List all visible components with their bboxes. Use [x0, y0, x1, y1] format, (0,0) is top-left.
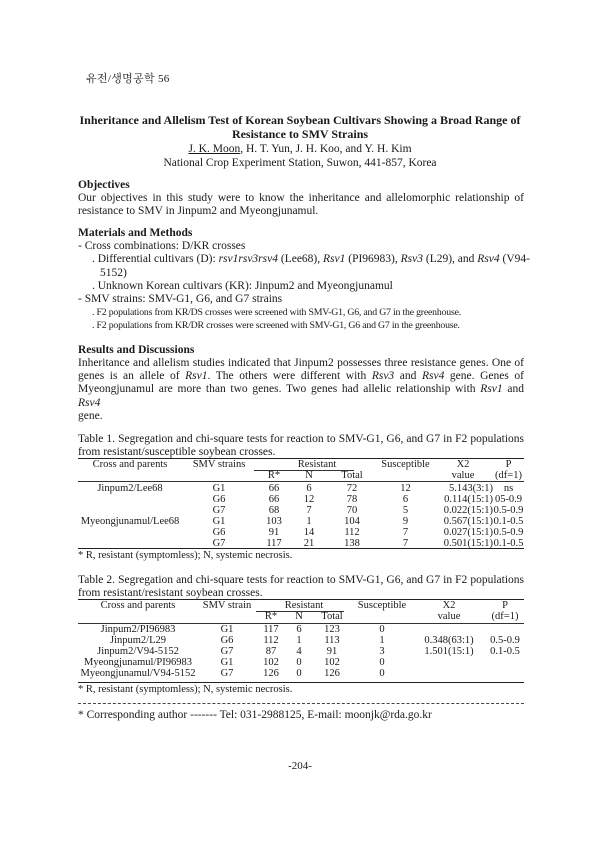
- t2-strain: G7: [220, 646, 234, 657]
- t2-strain: G1: [220, 624, 234, 635]
- t2-p: [486, 624, 524, 635]
- t1-strain: G1: [212, 516, 226, 527]
- diff-text-c: (PI96983),: [345, 253, 401, 266]
- t1-h-p: P: [505, 459, 512, 470]
- t1-h-total: Total: [341, 470, 363, 481]
- corresponding-author: * Corresponding author ------- Tel: 031-2988125, E-mail: moonjk@rda.go.kr: [78, 709, 432, 721]
- table2-caption-line-1: Table 2. Segregation and chi-square tests for reaction to SMV-G1, G6, and G7 in F2 populations: [78, 574, 524, 586]
- t2-n: 1: [296, 635, 302, 646]
- t1-cross: [78, 494, 182, 505]
- t2-sus: 0: [379, 657, 385, 668]
- table1-caption: [78, 433, 524, 459]
- t1-n: 14: [303, 527, 315, 538]
- t2-x2: 1.501(15:1): [424, 646, 474, 657]
- t2-h-value: value: [437, 611, 461, 622]
- t2-n: 4: [296, 646, 302, 657]
- r3a: Myeongjunamul are more than two genes. Two genes had allelic relationship with: [78, 383, 481, 396]
- gene-rsv3: Rsv3: [400, 253, 423, 266]
- results-heading: Results and Discussions: [78, 344, 195, 356]
- t1-cross: [78, 505, 182, 516]
- t2-r: 87: [265, 646, 277, 657]
- t2-p: [486, 657, 524, 668]
- t1-n: 21: [303, 538, 315, 549]
- t1-p: ns: [503, 483, 514, 494]
- table-row: [78, 494, 524, 505]
- t2-total: 126: [324, 668, 340, 679]
- t2-x2: 0.348(63:1): [424, 635, 474, 646]
- cross-combinations: - Cross combinations: D/KR crosses: [78, 240, 246, 253]
- t2-x2: [412, 668, 486, 679]
- r2-gene-3: Rsv4: [421, 370, 445, 383]
- t2-h-cross: Cross and parents: [100, 600, 176, 611]
- t2-cross: Jinpum2/L29: [109, 635, 166, 646]
- t2-h-total: Total: [321, 611, 343, 622]
- r3-gene-2: Rsv4: [78, 396, 101, 409]
- table2-footnote: * R, resistant (symptomless); N, systemic necrosis.: [78, 684, 293, 695]
- gene-rsv1: Rsv1: [323, 253, 346, 266]
- t1-h-susceptible: Susceptible: [381, 459, 430, 470]
- results-line-1: Inheritance and allelism studies indicated that Jinpum2 possesses three resistance genes. One of: [78, 357, 524, 369]
- results-section: [78, 344, 524, 357]
- table-row: [78, 657, 524, 668]
- table1-header-row-2: [78, 470, 524, 481]
- f2-ds-screening: . F2 populations from KR/DS crosses were screened with SMV-G1, G6, and G7 in the greenhouse.: [92, 307, 461, 319]
- table-row: [78, 668, 524, 679]
- running-header: 유전/생명공학 56: [86, 73, 170, 85]
- t2-r: 126: [263, 668, 279, 679]
- smv-strains: - SMV strains: SMV-G1, G6, and G7 strains: [78, 293, 283, 306]
- table1-caption-line-1: Table 1. Segregation and chi-square tests for reaction to SMV-G1, G6, and G7 in F2 populations: [78, 433, 524, 445]
- table-row: [78, 516, 524, 527]
- t2-cross: Jinpum2/V94-5152: [97, 646, 179, 657]
- t1-x2: 5.143(3:1): [448, 483, 493, 494]
- table2-header-row-1: [78, 600, 524, 611]
- objectives-line-1: Our objectives in this study were to know the inheritance and allelomorphic relationship of: [78, 192, 524, 204]
- t1-h-value: value: [451, 470, 475, 481]
- t2-p: [486, 668, 524, 679]
- objectives-section: [78, 179, 524, 192]
- t2-h-df: (df=1): [491, 611, 519, 622]
- t1-total: 78: [346, 494, 358, 505]
- table2-caption-line-2: from resistant/resistant soybean crosses.: [78, 587, 263, 599]
- t1-r: 66: [268, 494, 280, 505]
- table-row: [78, 527, 524, 538]
- r3-gene-1: Rsv1: [480, 383, 503, 396]
- r2d: gene. Genes of: [444, 370, 524, 383]
- t1-n: 12: [303, 494, 315, 505]
- table1-header-row-1: [78, 459, 524, 470]
- t2-strain: G6: [220, 635, 234, 646]
- table-row: [78, 635, 524, 646]
- t2-n: 0: [296, 668, 302, 679]
- t1-h-cross: Cross and parents: [92, 459, 168, 470]
- t2-r: 112: [263, 635, 279, 646]
- r3b: and: [502, 383, 524, 396]
- t1-r: 68: [268, 505, 280, 516]
- t1-h-x2: X2: [456, 459, 470, 470]
- table2-caption: [78, 574, 524, 600]
- t2-total: 113: [324, 635, 340, 646]
- t2-h-n: N: [295, 611, 303, 622]
- diff-text-d: (L29), and: [423, 253, 478, 266]
- t2-total: 123: [324, 624, 340, 635]
- diff-text-e: (V94-: [499, 253, 530, 266]
- affiliation: National Crop Experiment Station, Suwon, 441-857, Korea: [163, 157, 437, 169]
- t1-x2: 0.114(15:1): [444, 494, 493, 505]
- t2-total: 102: [324, 657, 340, 668]
- t1-x2: 0.027(15:1): [443, 527, 493, 538]
- t2-cross: Myeongjunamul/V94-5152: [80, 668, 196, 679]
- results-line-4: gene.: [78, 409, 103, 422]
- t2-h-x2: X2: [442, 600, 456, 611]
- t1-strain: G6: [212, 494, 226, 505]
- diff-text-a: . Differential cultivars (D):: [92, 253, 219, 266]
- results-line-2: [78, 370, 524, 383]
- t1-r: 117: [266, 538, 282, 549]
- page-number: -204-: [288, 760, 312, 772]
- t1-h-r: R*: [267, 470, 281, 481]
- t1-x2: 0.022(15:1): [443, 505, 493, 516]
- authors: [70, 142, 530, 156]
- t2-h-p: P: [502, 600, 508, 611]
- t2-x2: [412, 657, 486, 668]
- t2-h-strain: SMV strain: [202, 600, 252, 611]
- footnote-separator: [78, 703, 524, 704]
- t2-h-susceptible: Susceptible: [357, 600, 407, 611]
- t1-total: 72: [346, 483, 358, 494]
- t2-sus: 0: [379, 668, 385, 679]
- table2-header-row-2: [78, 611, 524, 622]
- table2-bottom-rule: [78, 682, 524, 683]
- co-authors: , H. T. Yun, J. H. Koo, and Y. H. Kim: [240, 143, 412, 155]
- t1-h-n: N: [305, 470, 313, 481]
- table-row: [78, 646, 524, 657]
- t2-sus: 0: [379, 624, 385, 635]
- t2-p: 0.1-0.5: [490, 646, 520, 657]
- t1-strain: G7: [212, 505, 226, 516]
- r2a: genes is an allele of: [78, 370, 186, 383]
- r2c: and: [394, 370, 422, 383]
- t2-sus: 1: [379, 635, 385, 646]
- t1-strain: G7: [212, 538, 226, 549]
- t1-h-resistant: Resistant: [297, 459, 337, 470]
- table1-footnote: * R, resistant (symptomless); N, systemic necrosis.: [78, 550, 293, 561]
- table1: [78, 459, 524, 549]
- t2-r: 102: [263, 657, 279, 668]
- t2-h-r: R*: [264, 611, 278, 622]
- objectives-line-2: resistance to SMV in Jinpum2 and Myeongjunamul.: [78, 205, 319, 218]
- title-line-2: Resistance to SMV Strains: [231, 127, 369, 141]
- t1-total: 138: [344, 538, 360, 549]
- methods-section: [78, 227, 530, 333]
- gene-rsv4: Rsv4: [477, 253, 500, 266]
- t1-cross: Jinpum2/Lee68: [97, 483, 163, 494]
- gene-rsv1rsv3rsv4: rsv1rsv3rsv4: [218, 253, 278, 266]
- t1-total: 104: [344, 516, 360, 527]
- table-row: [78, 624, 524, 635]
- t2-p: 0.5-0.9: [490, 635, 520, 646]
- t1-sus: 6: [402, 494, 409, 505]
- t1-sus: 7: [402, 538, 409, 549]
- table-row: [78, 483, 524, 494]
- t1-p: 0.1-0.5: [493, 538, 524, 549]
- t1-p: 05-0.9: [494, 494, 523, 505]
- objectives-text: [78, 192, 524, 218]
- t1-r: 66: [268, 483, 280, 494]
- table-row: [78, 538, 524, 549]
- t1-strain: G1: [212, 483, 226, 494]
- t2-cross: Myeongjunamul/PI96983: [84, 657, 192, 668]
- f2-dr-screening: . F2 populations from KR/DR crosses were screened with SMV-G1, G6 and G7 in the greenhouse.: [92, 320, 460, 332]
- t1-p: 0.1-0.5: [493, 516, 524, 527]
- results-text: [78, 357, 524, 423]
- t1-h-df: (df=1): [495, 470, 522, 481]
- t1-cross: Myeongjunamul/Lee68: [80, 516, 180, 527]
- t1-cross: [78, 527, 182, 538]
- t1-x2: 0.501(15:1): [443, 538, 493, 549]
- t1-sus: 7: [402, 527, 409, 538]
- t1-n: 6: [306, 483, 312, 494]
- t2-sus: 3: [379, 646, 385, 657]
- t1-strain: G6: [212, 527, 226, 538]
- t1-r: 103: [266, 516, 282, 527]
- table1-caption-line-2: from resistant/susceptible soybean crosses.: [78, 446, 276, 458]
- diff-text-b: (Lee68),: [277, 253, 324, 266]
- t1-cross: [78, 538, 182, 549]
- r2-gene-1: Rsv1: [185, 370, 208, 383]
- t1-sus: 12: [400, 483, 411, 494]
- unknown-cultivars: . Unknown Korean cultivars (KR): Jinpum2 and Myeongjunamul: [92, 279, 393, 292]
- t2-x2: [412, 624, 486, 635]
- differential-cultivars: [78, 253, 530, 266]
- t1-x2: 0.567(15:1): [443, 516, 493, 527]
- title-line-1: Inheritance and Allelism Test of Korean Soybean Cultivars Showing a Broad Range of: [79, 113, 521, 127]
- t2-total: 91: [326, 646, 338, 657]
- table2: [78, 600, 524, 679]
- t2-strain: G7: [220, 668, 234, 679]
- t1-total: 112: [344, 527, 360, 538]
- t1-n: 1: [306, 516, 312, 527]
- t1-r: 91: [268, 527, 280, 538]
- objectives-heading: Objectives: [78, 179, 130, 191]
- t2-n: 6: [296, 624, 302, 635]
- table-row: [78, 505, 524, 516]
- r2-gene-2: Rsv3: [371, 370, 395, 383]
- t1-p: 0.5-0.9: [493, 505, 524, 516]
- t1-n: 7: [306, 505, 312, 516]
- t2-h-resistant: Resistant: [284, 600, 324, 611]
- paper-title: [70, 113, 530, 141]
- t1-h-strain: SMV strains: [192, 459, 246, 470]
- t2-strain: G1: [220, 657, 234, 668]
- t1-total: 70: [346, 505, 358, 516]
- methods-heading: Materials and Methods: [78, 227, 193, 239]
- results-line-3: [78, 383, 524, 409]
- r2b: . The others were different with: [207, 370, 372, 383]
- t1-p: 0.5-0.9: [493, 527, 524, 538]
- t1-sus: 5: [402, 505, 409, 516]
- t2-r: 117: [263, 624, 279, 635]
- t2-n: 0: [296, 657, 302, 668]
- t2-cross: Jinpum2/PI96983: [100, 624, 176, 635]
- first-author: J. K. Moon: [188, 143, 241, 155]
- differential-cultivars-cont: 5152): [100, 266, 127, 279]
- t1-sus: 9: [402, 516, 409, 527]
